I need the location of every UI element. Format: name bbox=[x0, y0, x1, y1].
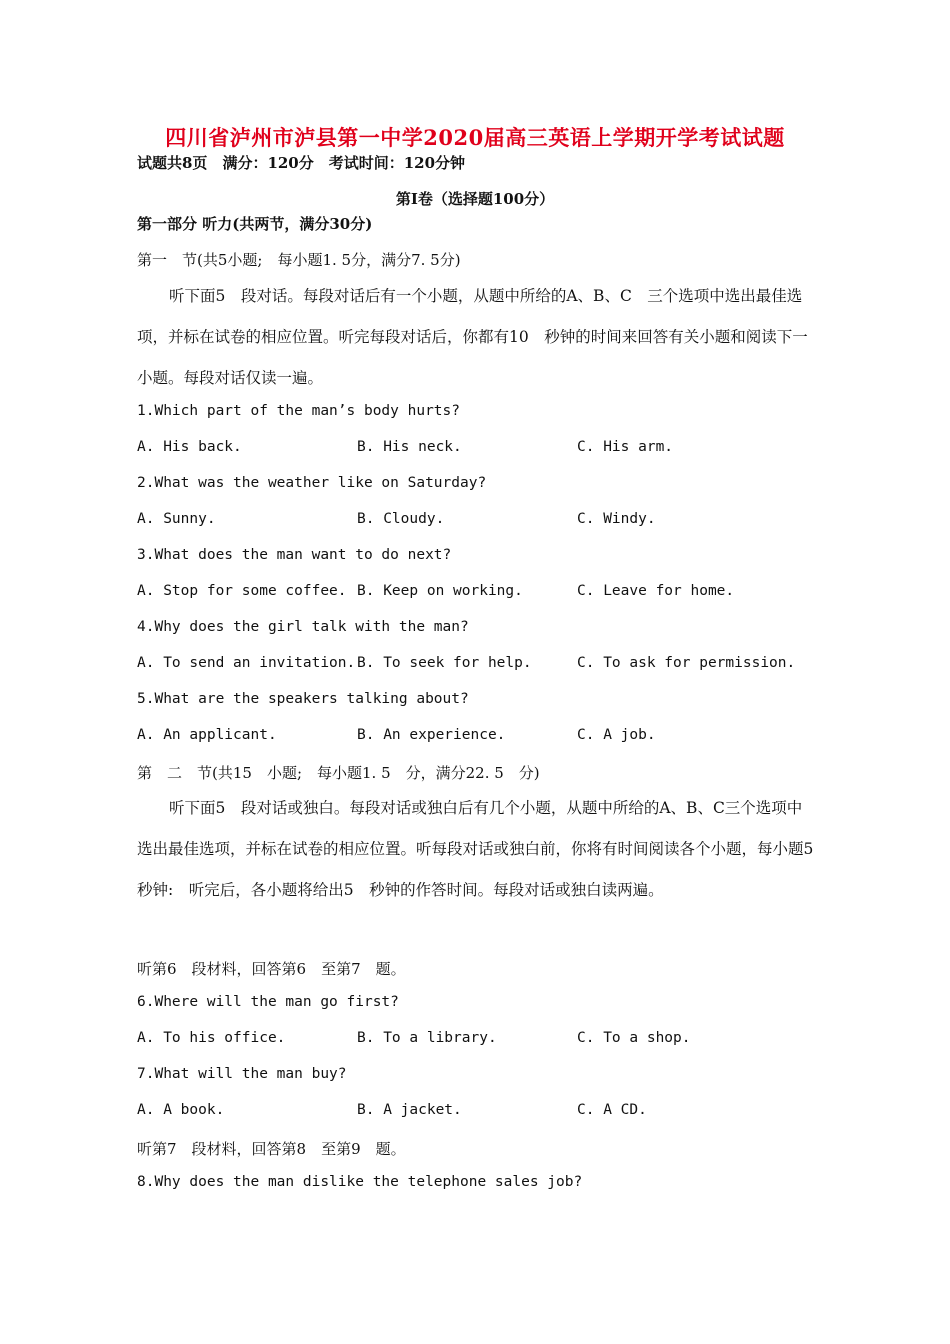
q2-option-c: C. Windy. bbox=[577, 511, 656, 527]
q7-option-c: C. A CD. bbox=[577, 1102, 647, 1118]
exam-meta: 试题共8页 满分：120分 考试时间：120分钟 bbox=[137, 154, 466, 172]
question-5: 5.What are the speakers talking about? bbox=[137, 691, 469, 707]
question-1: 1.Which part of the man’s body hurts? bbox=[137, 403, 461, 419]
question-8: 8.Why does the man dislike the telephone sales job? bbox=[137, 1174, 583, 1190]
section2-instruction-text: 听下面5 段对话或独白。每段对话或独白后有几个小题，从题中所给的A、B、C三个选项中选出最佳选项，并标在试卷的相应位置。听每段对话或独白前，你将有时间阅读各个小题，每小题5 秒钟: 听完后，各小题将给出5 秒钟的作答时间。每段对话或独白读两遍。 bbox=[137, 799, 829, 899]
q3-option-a: A. Stop for some coffee. bbox=[137, 583, 347, 599]
section2-instruction bbox=[137, 788, 829, 911]
q1-option-a: A. His back. bbox=[137, 439, 242, 455]
q4-option-a: A. To send an invitation. bbox=[137, 655, 356, 671]
q1-option-b: B. His neck. bbox=[357, 439, 462, 455]
q1-option-c: C. His arm. bbox=[577, 439, 674, 455]
question-2: 2.What was the weather like on Saturday? bbox=[137, 475, 487, 491]
part-heading: 第一部分 听力(共两节，满分30分) bbox=[137, 215, 373, 233]
q5-option-b: B. An experience. bbox=[357, 727, 506, 743]
material-6-note: 听第6 段材料，回答第6 至第7 题。 bbox=[137, 960, 406, 978]
document-title: 四川省泸州市泸县第一中学2020届高三英语上学期开学考试试题 bbox=[165, 125, 785, 150]
q2-option-a: A. Sunny. bbox=[137, 511, 216, 527]
section1-instruction-text: 听下面5 段对话。每段对话后有一个小题，从题中所给的A、B、C 三个选项中选出最佳选项，并标在试卷的相应位置。听完每段对话后，你都有10 秒钟的时间来回答有关小题和阅读下一小题。每段对话仅读一遍。 bbox=[137, 287, 808, 387]
q6-option-b: B. To a library. bbox=[357, 1030, 497, 1046]
q5-option-c: C. A job. bbox=[577, 727, 656, 743]
q6-option-a: A. To his office. bbox=[137, 1030, 286, 1046]
question-4: 4.Why does the girl talk with the man? bbox=[137, 619, 469, 635]
q7-option-a: A. A book. bbox=[137, 1102, 225, 1118]
q3-option-b: B. Keep on working. bbox=[357, 583, 523, 599]
volume-heading: 第Ⅰ卷（选择题100分） bbox=[395, 190, 555, 208]
section2-heading: 第 二 节(共15 小题; 每小题1. 5 分，满分22. 5 分) bbox=[137, 764, 540, 782]
q7-option-b: B. A jacket. bbox=[357, 1102, 462, 1118]
question-7: 7.What will the man buy? bbox=[137, 1066, 347, 1082]
section1-instruction bbox=[137, 276, 815, 399]
q5-option-a: A. An applicant. bbox=[137, 727, 277, 743]
material-7-note: 听第7 段材料，回答第8 至第9 题。 bbox=[137, 1140, 406, 1158]
q6-option-c: C. To a shop. bbox=[577, 1030, 691, 1046]
q3-option-c: C. Leave for home. bbox=[577, 583, 735, 599]
q4-option-b: B. To seek for help. bbox=[357, 655, 532, 671]
q2-option-b: B. Cloudy. bbox=[357, 511, 445, 527]
q4-option-c: C. To ask for permission. bbox=[577, 655, 796, 671]
question-3: 3.What does the man want to do next? bbox=[137, 547, 452, 563]
section1-heading: 第一 节(共5小题; 每小题1. 5分，满分7. 5分) bbox=[137, 251, 461, 269]
question-6: 6.Where will the man go first? bbox=[137, 994, 399, 1010]
